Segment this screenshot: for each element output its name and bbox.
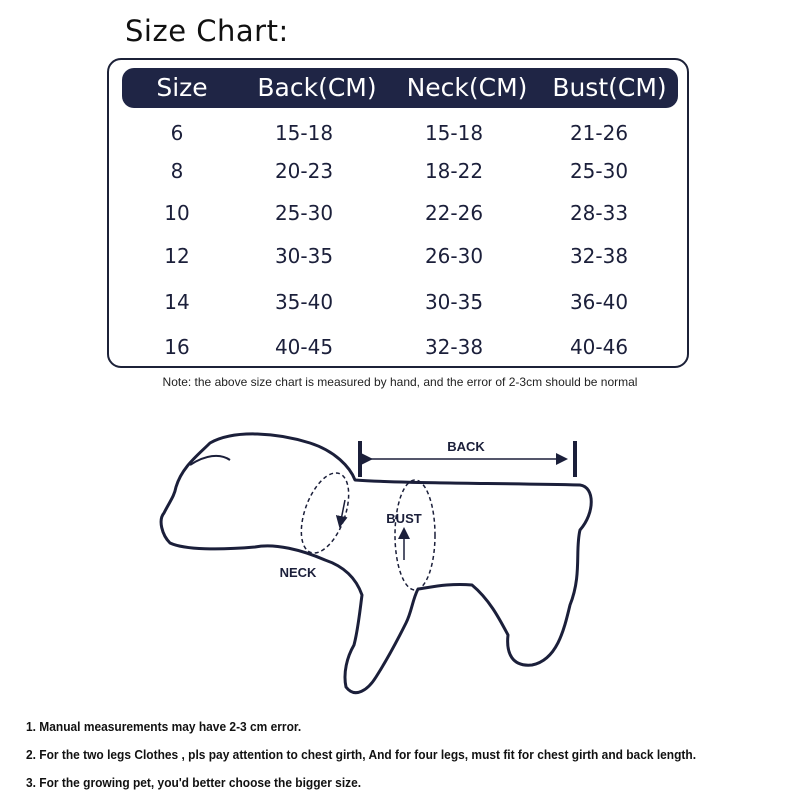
cell-neck: 30-35: [424, 290, 484, 314]
dog-measurement-diagram: [150, 425, 650, 715]
back-label: BACK: [447, 439, 485, 454]
cell-back: 15-18: [274, 121, 334, 145]
table-row: [109, 118, 687, 148]
cell-size: 14: [164, 290, 190, 314]
cell-size: 16: [164, 335, 190, 359]
dog-outline: [161, 434, 591, 693]
measurement-note: Note: the above size chart is measured by hand, and the error of 2-3cm should be normal: [162, 375, 638, 389]
cell-neck: 18-22: [424, 159, 484, 183]
cell-bust: 25-30: [569, 159, 629, 183]
cell-neck: 15-18: [424, 121, 484, 145]
neck-label: NECK: [279, 565, 317, 580]
cell-size: 12: [164, 244, 190, 268]
cell-size: 8: [170, 159, 184, 183]
table-row: [109, 332, 687, 362]
footnote-3: 3. For the growing pet, you'd better choose the bigger size.: [26, 775, 362, 790]
footnote-1: 1. Manual measurements may have 2-3 cm error.: [26, 719, 302, 734]
header-size: Size: [156, 73, 208, 102]
cell-back: 30-35: [274, 244, 334, 268]
cell-neck: 32-38: [424, 335, 484, 359]
neck-measure-loop: [292, 467, 358, 560]
table-row: [109, 241, 687, 271]
cell-bust: 21-26: [569, 121, 629, 145]
page-title: Size Chart:: [125, 14, 289, 48]
header-bust: Bust(CM): [552, 73, 667, 102]
cell-neck: 26-30: [424, 244, 484, 268]
cell-back: 40-45: [274, 335, 334, 359]
bust-measure-loop: [395, 480, 435, 590]
cell-neck: 22-26: [424, 201, 484, 225]
cell-back: 25-30: [274, 201, 334, 225]
cell-bust: 28-33: [569, 201, 629, 225]
cell-back: 35-40: [274, 290, 334, 314]
cell-size: 10: [164, 201, 190, 225]
cell-bust: 32-38: [569, 244, 629, 268]
footnote-2: 2. For the two legs Clothes , pls pay attention to chest girth, And for four legs, must fit for chest girth and back length.: [26, 747, 697, 762]
header-neck: Neck(CM): [406, 73, 528, 102]
cell-bust: 36-40: [569, 290, 629, 314]
header-back: Back(CM): [257, 73, 377, 102]
size-chart-table: [107, 58, 689, 368]
cell-size: 6: [170, 121, 184, 145]
table-row: [109, 156, 687, 186]
table-header: [122, 68, 678, 108]
cell-bust: 40-46: [569, 335, 629, 359]
cell-back: 20-23: [274, 159, 334, 183]
table-row: [109, 287, 687, 317]
bust-label: BUST: [386, 511, 422, 526]
table-row: [109, 198, 687, 228]
